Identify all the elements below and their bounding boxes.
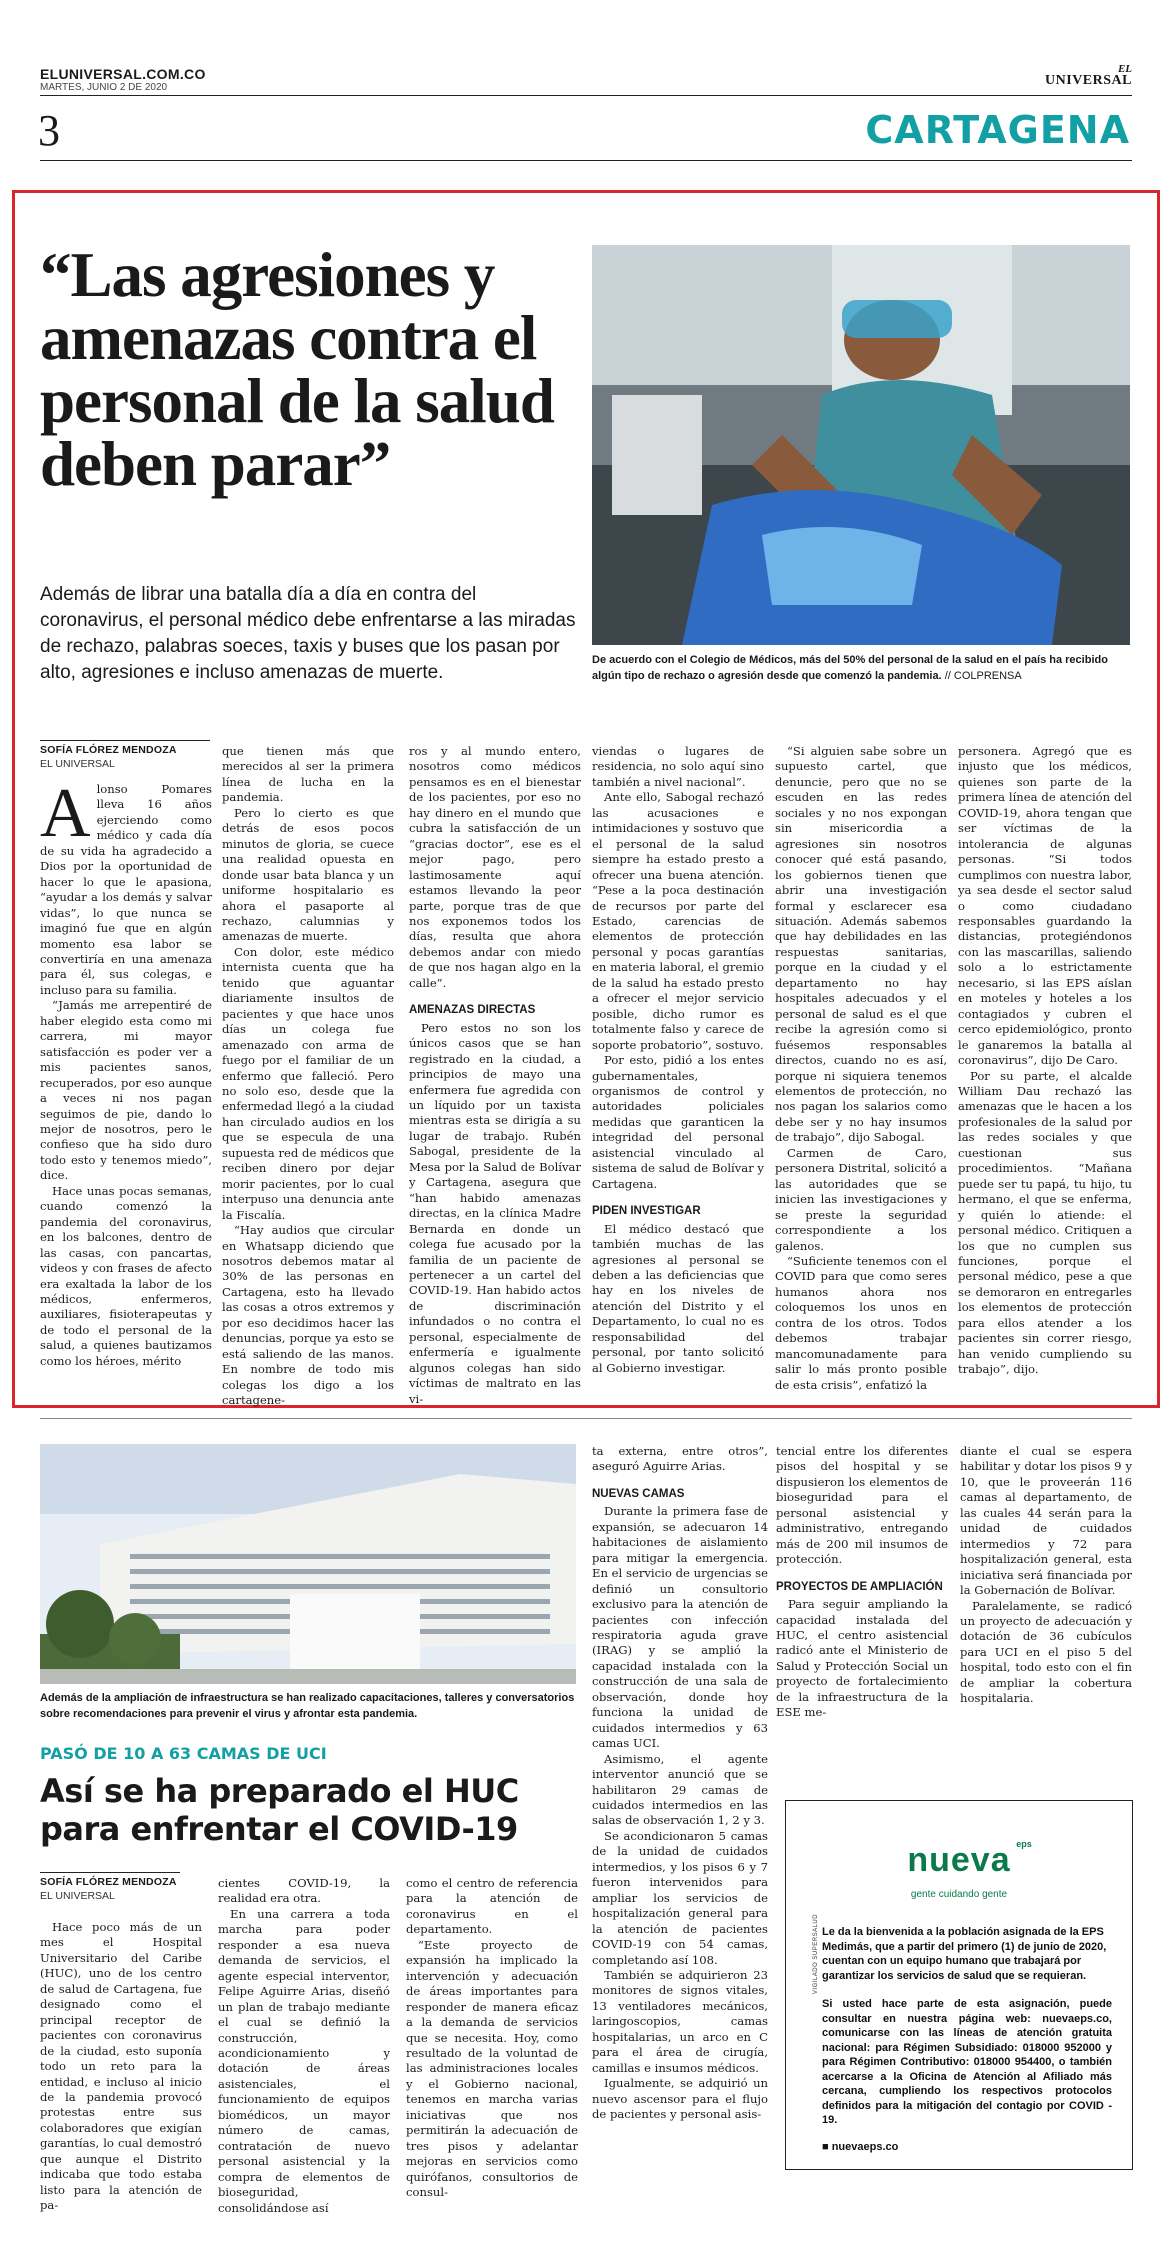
dropcap: A xyxy=(40,775,91,852)
main-byline xyxy=(40,744,177,770)
paragraph: “Suficiente tenemos con el COVID para que como seres humanos ahora nos coloquemos los unos en contra de los otros. Todos debemos trabajar mancomunadamente para salir lo más pronto posible de esta crisis”, enfatizó la xyxy=(775,1253,947,1392)
ad-url[interactable]: ■ nuevaeps.co xyxy=(822,2141,899,2153)
main-col-4 xyxy=(592,744,764,1400)
subhead-piden: PIDEN INVESTIGAR xyxy=(592,1205,701,1218)
ad-tagline: gente cuidando gente xyxy=(910,1889,1008,1900)
paragraph: Hace unas pocas semanas, cuando comenzó la pandemia del coronavirus, en los balcones, dentro de las casas, con pancartas, videos y con frases de afecto era exaltada la labor de los médicos, enfermeros, auxiliares, fisioterapeutas y de todo el personal de la salud, a quienes bautizamos como los héroes, mérito xyxy=(40,1183,212,1368)
byline-author: SOFÍA FLÓREZ MENDOZA xyxy=(40,744,177,756)
health-worker-illustration xyxy=(592,245,1130,645)
main-col-3 xyxy=(409,744,581,1406)
paragraph: diante el cual se espera habilitar y dotar los pisos 9 y 10, que le proveerán 116 camas al departamento, de las cuales 44 serán para la unidad de cuidados intermedios y 72 para hospitalización general, esta iniciativa será financiada por la Gobernación de Bolívar. xyxy=(960,1444,1132,1598)
paragraph: viendas o lugares de residencia, no solo aquí sino también a nivel nacional”. xyxy=(592,744,764,789)
main-col-1 xyxy=(40,775,212,1400)
paragraph: También se adquirieron 23 monitores de signos vitales, 13 ventiladores mecánicos, laringoscopios, camas hospitalarias, un arco en C para el área de cirugía, camillas e insumos médicos. xyxy=(592,1967,768,2075)
byline-org: EL UNIVERSAL xyxy=(40,1890,115,1902)
issue-date: MARTES, JUNIO 2 DE 2020 xyxy=(40,82,168,93)
paragraph: Pero lo cierto es que detrás de esos pocos minutos de gloria, se cuece una realidad opuesta en donde usar bata blanca y un uniforme hospitalario es ahora el pasaporte al rechazo, calumnias y amenazas de muerte. xyxy=(222,805,394,944)
section-rule xyxy=(40,160,1132,161)
paragraph: ta externa, entre otros”, aseguró Aguirre Arias. xyxy=(592,1444,768,1474)
second-col-6 xyxy=(960,1444,1132,1776)
paragraph: ros y al mundo entero, nosotros como médicos pensamos es en el bienestar de los pacientes, por eso no hay dinero en el mundo que cubra la satisfacción de un “gracias doctor”, ese es el mejor pago, pero lastimosamente aquí estamos llevando la peor parte, porque tras de que nos exponemos todos los días, resulta que ahora debemos andar con miedo de que nos hagan algo en la calle”. xyxy=(409,744,581,990)
paragraph: Por su parte, el alcalde William Dau rechazó las amenazas que le hacen a los profesionales de la salud por las redes sociales y que cuestionan sus procedimientos. “Mañana puede ser tu papá, tu hijo, tu hermano, el que se enferma, y quién lo atiende: el personal médico. Critiquen a los que no cumplen sus funciones, porque el personal médico, pese a que se demoraron en entregarles los elementos de protección para ellos atender a los pacientes sin correr riesgo, han venido cumpliendo su trabajo”, dijo. xyxy=(958,1068,1132,1377)
second-kicker: PASÓ DE 10 A 63 CAMAS DE UCI xyxy=(40,1744,327,1763)
second-col-4 xyxy=(592,1444,768,2210)
health-worker-photo xyxy=(592,245,1130,645)
logo-line-2: UNIVERSAL xyxy=(1045,73,1132,88)
paragraph: “Jamás me arrepentiré de haber elegido esta como mi carrera, mi mayor satisfacción es poder ver a mis pacientes sanos, recuperados, por eso aunque a veces ni nos pagan seguimos de pie, dando lo mejor de nosotros, pero le confieso que ha sido duro todo esto y tenemos miedo”, dice. xyxy=(40,998,212,1183)
masthead-rule xyxy=(40,95,1132,96)
paragraph: Paralelamente, se radicó un proyecto de adecuación y dotación de 36 cubículos para UCI en el piso 5 del hospital, todo esto con el fin de ampliar la cobertura hospitalaria. xyxy=(960,1598,1132,1706)
second-col-1 xyxy=(40,1920,202,2213)
ad-brand-suffix: eps xyxy=(1016,1839,1032,1849)
ad-vertical-note: VIGILADO SUPERSALUD xyxy=(813,1913,820,1995)
paragraph: Con dolor, este médico internista cuenta que ha tenido que aguantar diariamente insultos de pacientes y que hace unos días un colega fue amenazado con arma de fuego por el familiar de un enfermo que falleció. Pero no solo eso, desde que la enfermedad llegó a la ciudad han circulado audios en los que se especula de una supuesta red de médicos que reciben dinero por dejar morir pacientes, por lo cual interpuso una denuncia ante la Fiscalía. xyxy=(222,944,394,1222)
section-title: CARTAGENA xyxy=(865,108,1130,152)
paragraph: como el centro de referencia para la atención de coronavirus en el departamento. xyxy=(406,1876,578,1937)
newspaper-logo xyxy=(1045,64,1132,86)
paragraph: Se acondicionaron 5 camas de la unidad de cuidados intermedios, y los pisos 6 y 7 fueron intervenidos para ampliar los servicios de hospitalización general para la atención de pacientes COVID-19 con 54 camas, completando así 108. xyxy=(592,1828,768,1967)
byline-author: SOFÍA FLÓREZ MENDOZA xyxy=(40,1876,177,1888)
paragraph: que tienen más que merecidos al ser la primera línea de lucha en la pandemia. xyxy=(222,744,394,805)
ad-paragraph-1: Le da la bienvenida a la población asignada de la EPS Medimás, que a partir del primero (1) de junio de 2020, cuentan con un equipo humano que trabajará por garantizar los servicios de salud que se requieran. xyxy=(822,1926,1107,1982)
main-headline: “Las agresiones y amenazas contra el personal de la salud deben parar” xyxy=(40,240,554,499)
byline-org: EL UNIVERSAL xyxy=(40,758,115,770)
subhead-amenazas: AMENAZAS DIRECTAS xyxy=(409,1004,536,1017)
paragraph: Ante ello, Sabogal rechazó las acusaciones e intimidaciones y sostuvo que el personal de la salud siempre ha estado presto a ofrecer una buena atención. “Pese a la poca destinación de recursos por parte del Estado, carencias de elementos de protección personal y pocas garantías en materia laboral, el gremio de la salud ha estado presto a ofrecer el mejor servicio posible, dicho rumor es totalmente falso y carece de soporte probatorio”, sostuvo. xyxy=(592,790,764,1052)
main-col-6 xyxy=(958,744,1132,1400)
paragraph: Por esto, pidió a los entes gubernamentales, organismos de control y autoridades policiales medidas que garanticen la integridad del personal asistencial vinculado al sistema de salud de Bolívar y Cartagena. xyxy=(592,1053,764,1191)
second-headline: Así se ha preparado el HUC para enfrentar el COVID-19 xyxy=(40,1772,519,1848)
photo-credit: // COLPRENSA xyxy=(944,670,1022,682)
subhead-proyectos: PROYECTOS DE AMPLIACIÓN xyxy=(776,1580,943,1593)
hospital-illustration xyxy=(40,1444,576,1684)
paragraph: “Hay audios que circular en Whatsapp diciendo que nosotros debemos matar al 30% de las personas en Cartagena, esto ha llevado las cosas a otros extremos y por eso decidimos hacer las denuncias, porque ya esto se está saliendo de las manos. En nombre de todo mis colegas los digo a los cartagene- xyxy=(222,1223,394,1408)
logo-line-1: EL xyxy=(1117,63,1132,75)
second-byline-rule xyxy=(40,1872,180,1873)
paragraph: Durante la primera fase de expansión, se adecuaron 14 habitaciones de aislamiento para mitigar la emergencia. En el servicio de urgencias se definió un consultorio exclusivo para la atención de pacientes con infección respiratoria aguda grave (IRAG) y se amplió la capacidad instalada con la construcción de una sala de observación, donde hoy funciona la unidad de cuidados intermedios y 63 camas UCI. xyxy=(592,1504,768,1751)
byline-rule xyxy=(40,740,210,741)
second-byline xyxy=(40,1876,177,1902)
story-separator xyxy=(40,1418,1132,1419)
paragraph: Pero estos no son los únicos casos que se han registrado en la ciudad, a principios de mayo una enfermera fue agredida con un líquido por un taxista mientras esta se dirigía a su lugar de trabajo. Rubén Sabogal, presidente de la Mesa por la Salud de Bolívar y Cartagena, asegura que “han habido amenazas directas, en la clínica Madre Bernarda en donde un colega fue acusado por la familia de un paciente de pertenecer a un cartel del COVID-19. Han habido actos de discriminación infundados o no contra el personal, especialmente de enfermería e igualmente algunos colegas han sido víctimas de maltrato en las vi- xyxy=(409,1020,581,1406)
page-number: 3 xyxy=(38,106,60,155)
paragraph: En una carrera a toda marcha para poder responder a esa nueva demanda de servicios, el agente especial interventor, Felipe Aguirre Arias, diseñó un plan de trabajo mediante el cual se definió la construcción, acondicionamiento y dotación de áreas asistenciales, el funcionamiento de equipos biomédicos, un mayor número de camas, contratación de nuevo personal asistencial y la compra de elementos de bioseguridad, consolidándose así xyxy=(218,1906,390,2215)
main-col-2 xyxy=(222,744,394,1408)
hospital-photo-caption: Además de la ampliación de infraestructura se han realizado capacitaciones, talleres y conversatorios sobre recomendaciones para prevenir el virus y afrontar esta pandemia. xyxy=(40,1692,575,1720)
second-col-3 xyxy=(406,1876,578,2210)
paragraph: Igualmente, se adquirió un nuevo ascensor para el flujo de pacientes y personal asis- xyxy=(592,2076,768,2122)
paragraph: tencial entre los diferentes pisos del hospital y se dispusieron los elementos de bioseguridad para el personal asistencial y administrativo, entregando más de 200 mil insumos de protección. xyxy=(776,1444,948,1567)
main-col-5 xyxy=(775,744,947,1400)
ad-url-text[interactable]: nuevaeps.co xyxy=(831,2141,899,2153)
main-dek: Además de librar una batalla día a día en contra del coronavirus, el personal médico debe enfrentarse a las miradas de rechazo, palabras soeces, taxis y buses que los pasan por alto, agresiones e incluso amenazas de muerte. xyxy=(40,584,576,683)
ad-paragraph-2: Si usted hace parte de esta asignación, puede consultar en nuestra página web: nuevaeps.co, comunicarse con las líneas de atención gratuita nacional: para Régimen Subsidiado: 018000 952000 y para Régimen Contributivo: 018000 954400, o también acercarse a la Oficina de Atención al Afiliado más cercana, cumpliendo los respectivos protocolos definidos para la mitigación del contagio por COVID - 19. xyxy=(822,1998,1112,2126)
paragraph: Asimismo, el agente interventor anunció que se habilitaron 29 camas de cuidados intermedios en las salas de observación 1, 2 y 3. xyxy=(592,1751,768,1828)
paragraph: Hace poco más de un mes el Hospital Universitario del Caribe (HUC), uno de los centro de salud de Cartagena, fue designado como el principal receptor de pacientes con coronavirus de la ciudad, esto suponía todo un reto para la entidad, e incluso al inicio de la pandemia provocó protestas entre sus colaboradores que exigían garantías, lo cual demostró que aunque el Distrito indicaba que todo estaba listo para la atención de pa- xyxy=(40,1920,202,2213)
nueva-eps-advertisement xyxy=(785,1800,1133,2170)
site-url: ELUNIVERSAL.COM.CO xyxy=(40,66,206,82)
paragraph: “Este proyecto de expansión ha implicado la intervención y adecuación de áreas importantes para responder de manera eficaz a la demanda de servicios que se necesita. Hoy, como resultado de la voluntad de las administraciones locales y el Gobierno nacional, tenemos en marcha varias iniciativas que nos permitirán la adecuación de tres pisos y adelantar mejoras en servicios como quirófanos, consultorios de consul- xyxy=(406,1937,578,2200)
second-col-2 xyxy=(218,1876,390,2215)
hospital-photo xyxy=(40,1444,576,1684)
paragraph: personera. Agregó que es injusto que los médicos, quienes son parte de la primera línea de atención del COVID-19, ahora tengan que ser víctimas de la intolerancia de algunas personas. “Si todos cumplimos con nuestra labor, ya sea desde el sector salud o como ciudadano responsables guardando la distancias, protegiéndonos con las mascarillas, saliendo solo a lo estrictamente necesario, si las EPS aíslan en moteles y hoteles a los contagiados y cubren el cerco epidemiológico, pronto le ganaremos la batalla al coronavirus”, dijo De Caro. xyxy=(958,744,1132,1068)
second-col-5 xyxy=(776,1444,948,1776)
main-photo-caption xyxy=(592,652,1130,684)
subhead-nuevas-camas: NUEVAS CAMAS xyxy=(592,1487,685,1500)
caption-text: De acuerdo con el Colegio de Médicos, más del 50% del personal de la salud en el país ha recibido algún tipo de rechazo o agresión desde que comenzó la pandemia. xyxy=(592,654,1108,682)
paragraph: Para seguir ampliando la capacidad instalada del HUC, el centro asistencial radicó ante el Ministerio de Salud y Protección Social un proyecto de fortalecimiento de la infraestructura de la ESE me- xyxy=(776,1597,948,1720)
paragraph: “Si alguien sabe sobre un supuesto cartel, que denuncie, pero que no se escuden en las redes sociales y no nos expongan sin misericordia a agresiones sin nosotros conocer qué está pasando, los gobiernos tienen que abrir una investigación formal y esclarecer esa situación. Además sabemos que hay debilidades en las respuestas sanitarias, porque en la ciudad y el departamento no hay hospitales adecuados y el personal de salud es el que recibe la agresión como si fuésemos responsables directos, cuando no es así, porque ni siquiera tenemos elementos de protección, no nos pagan los salarios como debe ser y no hay insumos de trabajo”, dijo Sabogal. xyxy=(775,744,947,1145)
paragraph: Carmen de Caro, personera Distrital, solicitó a las autoridades que se inicien las investigaciones y se preste la seguridad correspondiente a los galenos. xyxy=(775,1145,947,1253)
paragraph: El médico destacó que también muchas de las agresiones al personal se deben a las deficiencias que hay en los niveles de atención del Distrito y el Departamento, lo cual no es responsabilidad del personal, por tanto solicitó al Gobierno investigar. xyxy=(592,1221,764,1375)
paragraph: cientes COVID-19, la realidad era otra. xyxy=(218,1876,390,1906)
paragraph: lonso Pomares lleva 16 años ejerciendo como médico y cada día de su vida ha agradecido a Dios por la oportunidad de hacer lo que le apasiona, “ayudar a los demás y salvar vidas”, lo que nunca se imaginó fue que en algún momento esa labor se convertiría en una amenaza para él, sus colegas, e incluso para su familia. xyxy=(40,782,212,997)
ad-brand-logo: nueva xyxy=(907,1841,1011,1879)
